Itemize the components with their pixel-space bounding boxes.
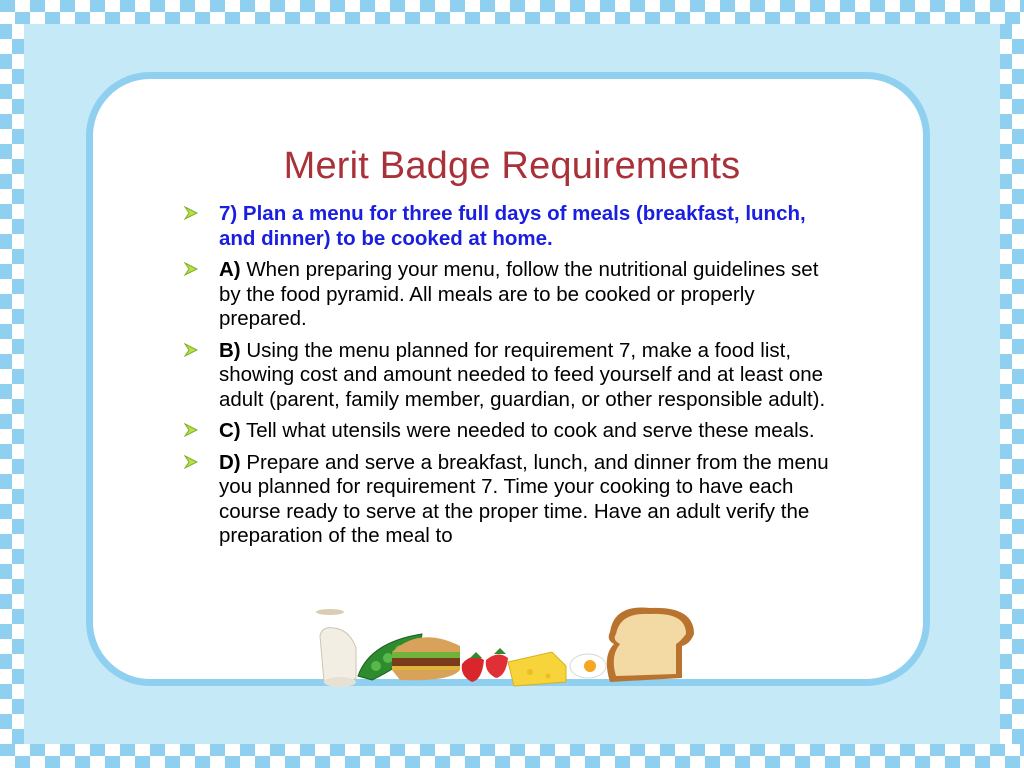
arrow-bullet-icon: [183, 342, 199, 358]
strawberry-icon: [462, 648, 508, 682]
requirement-label: C): [219, 419, 241, 442]
requirement-text: Using the menu planned for requirement 7, make a food list, showing cost and amount needed to feed yourself and at least one adult (parent, family member, guardian, or other responsible adult).: [219, 338, 826, 411]
requirement-item-b: [183, 339, 843, 413]
milk-cup-icon: [316, 609, 356, 687]
requirement-heading: 7) Plan a menu for three full days of meals (breakfast, lunch, and dinner) to be cooked at home.: [219, 202, 806, 250]
requirement-item-c: [183, 419, 843, 444]
arrow-bullet-icon: [183, 454, 199, 470]
requirement-item-a: [183, 258, 843, 332]
requirement-text: Tell what utensils were needed to cook and serve these meals.: [240, 419, 815, 442]
requirement-label: A): [219, 258, 241, 281]
arrow-bullet-icon: [183, 205, 199, 221]
checkered-border-bottom: [0, 744, 1024, 768]
arrow-bullet-icon: [183, 422, 199, 438]
requirement-text: When preparing your menu, follow the nutritional guidelines set by the food pyramid. All meals are to be cooked or properly prepared.: [219, 258, 819, 330]
requirements-list: [183, 202, 843, 556]
requirement-label: B): [219, 338, 241, 362]
checkered-border-right: [1000, 24, 1024, 744]
requirement-item-7: [183, 202, 843, 251]
toast-bread-icon: [607, 608, 694, 683]
requirement-item-d: [183, 451, 843, 549]
arrow-bullet-icon: [183, 261, 199, 277]
requirement-label: D): [219, 450, 241, 474]
requirement-text: Prepare and serve a breakfast, lunch, and dinner from the menu you planned for requirement 7. Time your cooking to have each course ready to serve at the proper time. Have an adult verify the preparation of the meal to: [219, 450, 829, 547]
egg-icon: [570, 654, 606, 678]
checkered-border-left: [0, 24, 24, 744]
slide-title: Merit Badge Requirements: [283, 145, 741, 188]
checkered-border-top: [0, 0, 1024, 24]
cheese-icon: [508, 652, 566, 686]
food-clipart-illustration: [310, 596, 700, 688]
